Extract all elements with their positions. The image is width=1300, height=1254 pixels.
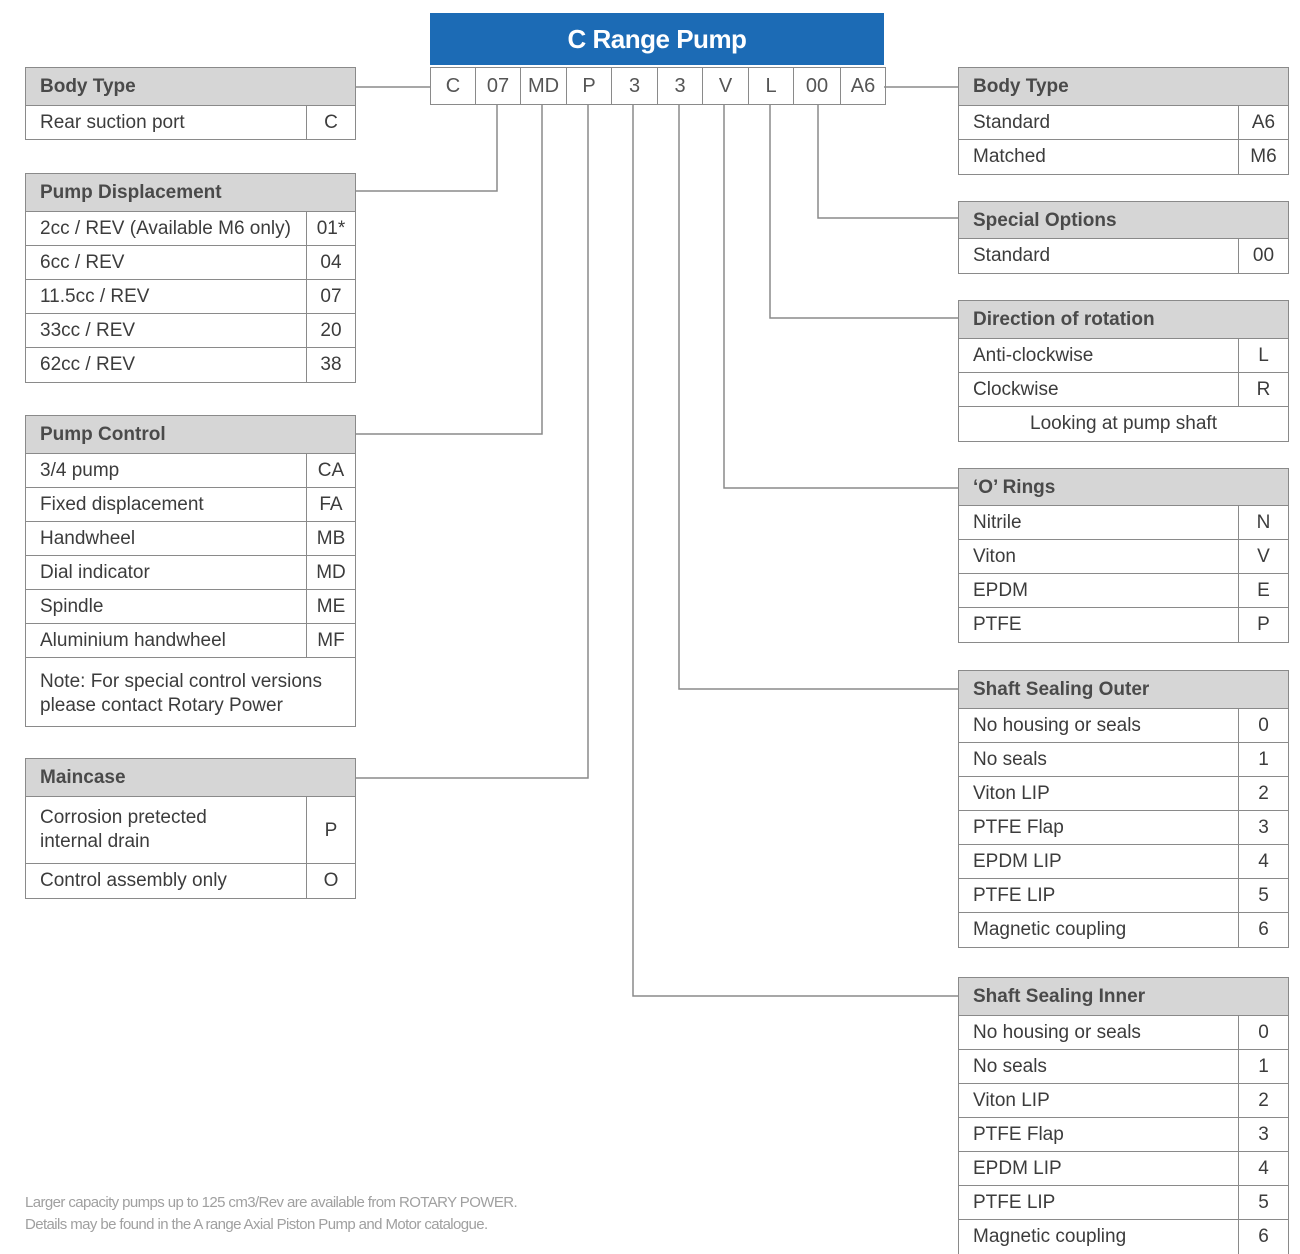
row-code: MD [306, 556, 355, 589]
row-label: Viton [973, 546, 1016, 567]
row-label: PTFE Flap [973, 1124, 1064, 1145]
row-code: 6 [1238, 1220, 1288, 1254]
row-code: 0 [1238, 709, 1288, 742]
row-label: 62cc / REV [40, 354, 136, 375]
row-code: ME [306, 590, 355, 623]
table-header: Shaft Sealing Inner [959, 978, 1288, 1016]
table-row [959, 1050, 1288, 1084]
table-row [959, 845, 1288, 879]
row-label [26, 806, 306, 854]
table-row [959, 608, 1288, 642]
footnote [25, 1192, 517, 1236]
table-row [26, 864, 355, 898]
table-header: Pump Control [26, 416, 355, 454]
line-pump-displacement [355, 105, 497, 191]
row-label: Viton LIP [973, 1090, 1050, 1111]
row-code: 07 [306, 280, 355, 313]
row-label: PTFE [973, 614, 1022, 635]
code-box: 07 [475, 68, 520, 104]
shaft-sealing-outer-table [958, 670, 1289, 948]
table-header: Special Options [959, 202, 1288, 239]
table-row [959, 106, 1288, 140]
row-code: 38 [306, 348, 355, 382]
row-label: No housing or seals [973, 715, 1141, 736]
table-header: Direction of rotation [959, 301, 1288, 339]
row-code: N [1238, 506, 1288, 539]
table-header: Body Type [26, 68, 355, 106]
row-label: PTFE LIP [973, 1192, 1056, 1213]
row-code: MB [306, 522, 355, 555]
table-row [26, 246, 355, 280]
table-row [959, 140, 1288, 174]
table-row [26, 624, 355, 658]
code-box: C [445, 75, 461, 97]
table-row [959, 506, 1288, 540]
table-row [959, 1186, 1288, 1220]
page-title: C Range Pump [430, 13, 884, 65]
line-o-rings [724, 105, 958, 488]
table-header: Pump Displacement [26, 174, 355, 212]
row-label: PTFE LIP [973, 885, 1056, 906]
row-label: Aluminium handwheel [40, 630, 226, 651]
table-row [26, 280, 355, 314]
row-label: PTFE Flap [973, 817, 1064, 838]
table-header: Maincase [26, 759, 355, 797]
code-box: MD [520, 68, 566, 104]
table-row [959, 743, 1288, 777]
table-row [959, 339, 1288, 373]
row-code: 5 [1238, 879, 1288, 912]
row-label: 33cc / REV [40, 320, 136, 341]
shaft-sealing-inner-table [958, 977, 1289, 1254]
table-row [959, 777, 1288, 811]
row-code: L [1238, 339, 1288, 372]
row-label: Viton LIP [973, 783, 1050, 804]
row-label: No housing or seals [973, 1022, 1141, 1043]
row-code: C [306, 106, 355, 139]
direction-table [958, 300, 1289, 442]
code-box: 3 [657, 68, 702, 104]
note-line: Note: For special control versions [40, 671, 322, 692]
row-label-line: internal drain [40, 831, 150, 852]
row-label: Clockwise [973, 379, 1059, 400]
row-code: E [1238, 574, 1288, 607]
table-note [26, 658, 355, 726]
row-label-line: Corrosion pretected [40, 807, 207, 828]
table-row [26, 348, 355, 382]
row-label: 6cc / REV [40, 252, 125, 273]
row-code: 3 [1238, 1118, 1288, 1151]
pump-displacement-table [25, 173, 356, 383]
o-rings-table [958, 468, 1289, 643]
row-label: 2cc / REV (Available M6 only) [40, 218, 291, 239]
table-row [959, 1220, 1288, 1254]
row-code: P [306, 797, 355, 864]
row-code: 3 [1238, 811, 1288, 844]
row-code: V [1238, 540, 1288, 573]
table-row [26, 314, 355, 348]
table-row [26, 556, 355, 590]
body-type-table-left [25, 67, 356, 140]
row-label: Matched [973, 146, 1046, 167]
code-box: V [702, 68, 748, 104]
row-code: 4 [1238, 845, 1288, 878]
row-code: 00 [1238, 239, 1288, 273]
row-code: FA [306, 488, 355, 521]
table-header: ‘O’ Rings [959, 469, 1288, 506]
row-code: 1 [1238, 1050, 1288, 1083]
body-type-table-right [958, 67, 1289, 175]
table-row [26, 212, 355, 246]
row-code: A6 [1238, 106, 1288, 139]
table-note: Looking at pump shaft [1030, 413, 1217, 434]
row-code: 0 [1238, 1016, 1288, 1049]
line-direction [770, 105, 958, 318]
line-shaft-inner [633, 105, 958, 996]
row-code: P [1238, 608, 1288, 642]
table-row [26, 797, 355, 864]
row-label: Fixed displacement [40, 494, 204, 515]
table-row [26, 590, 355, 624]
row-code: 4 [1238, 1152, 1288, 1185]
row-label: Magnetic coupling [973, 1226, 1127, 1247]
table-row [959, 811, 1288, 845]
table-row [959, 1118, 1288, 1152]
row-code: R [1238, 373, 1288, 406]
row-code: O [306, 864, 355, 898]
table-row [26, 522, 355, 556]
row-code: 1 [1238, 743, 1288, 776]
row-code: 2 [1238, 1084, 1288, 1117]
row-code: 6 [1238, 913, 1288, 947]
table-row [959, 373, 1288, 407]
code-box: L [748, 68, 793, 104]
row-label: EPDM [973, 580, 1028, 601]
line-special-options [818, 105, 958, 218]
note-line: please contact Rotary Power [40, 695, 283, 716]
line-maincase [355, 105, 588, 778]
row-label: Spindle [40, 596, 104, 617]
line-pump-control [355, 105, 542, 434]
row-label: EPDM LIP [973, 851, 1062, 872]
row-label: 11.5cc / REV [40, 286, 150, 307]
table-row [959, 574, 1288, 608]
table-row [959, 879, 1288, 913]
code-box: 3 [611, 68, 657, 104]
table-row [959, 709, 1288, 743]
table-row [959, 239, 1288, 273]
table-header: Body Type [959, 68, 1288, 106]
row-code: 20 [306, 314, 355, 347]
row-label: Handwheel [40, 528, 136, 549]
table-row [959, 1152, 1288, 1186]
special-options-table [958, 201, 1289, 274]
table-row [959, 1084, 1288, 1118]
row-label: 3/4 pump [40, 460, 120, 481]
table-header: Shaft Sealing Outer [959, 671, 1288, 709]
row-code: 04 [306, 246, 355, 279]
row-label: Standard [973, 112, 1051, 133]
row-code: MF [306, 624, 355, 657]
row-label: EPDM LIP [973, 1158, 1062, 1179]
row-label: Anti-clockwise [973, 345, 1094, 366]
row-code: M6 [1238, 140, 1288, 174]
table-row [959, 913, 1288, 947]
footnote-line: Larger capacity pumps up to 125 cm3/Rev are available from ROTARY POWER. [25, 1194, 518, 1211]
footnote-line: Details may be found in the A range Axial Piston Pump and Motor catalogue. [25, 1216, 488, 1233]
table-row [26, 106, 355, 139]
row-code: 01* [306, 212, 355, 245]
table-row [26, 488, 355, 522]
code-box: 00 [793, 68, 840, 104]
code-box: A6 [840, 68, 885, 104]
row-code: 2 [1238, 777, 1288, 810]
pump-control-table [25, 415, 356, 727]
row-label: No seals [973, 749, 1047, 770]
row-label: No seals [973, 1056, 1047, 1077]
table-row [26, 454, 355, 488]
maincase-table [25, 758, 356, 899]
row-code: 5 [1238, 1186, 1288, 1219]
row-code: CA [306, 454, 355, 487]
table-row [959, 540, 1288, 574]
row-label: Nitrile [973, 512, 1022, 533]
code-strip [430, 67, 886, 105]
row-label: Rear suction port [40, 112, 185, 133]
row-label: Control assembly only [40, 870, 227, 891]
row-label: Magnetic coupling [973, 919, 1127, 940]
table-row [959, 1016, 1288, 1050]
code-box: P [566, 68, 611, 104]
row-label: Standard [973, 245, 1051, 266]
row-label: Dial indicator [40, 562, 150, 583]
